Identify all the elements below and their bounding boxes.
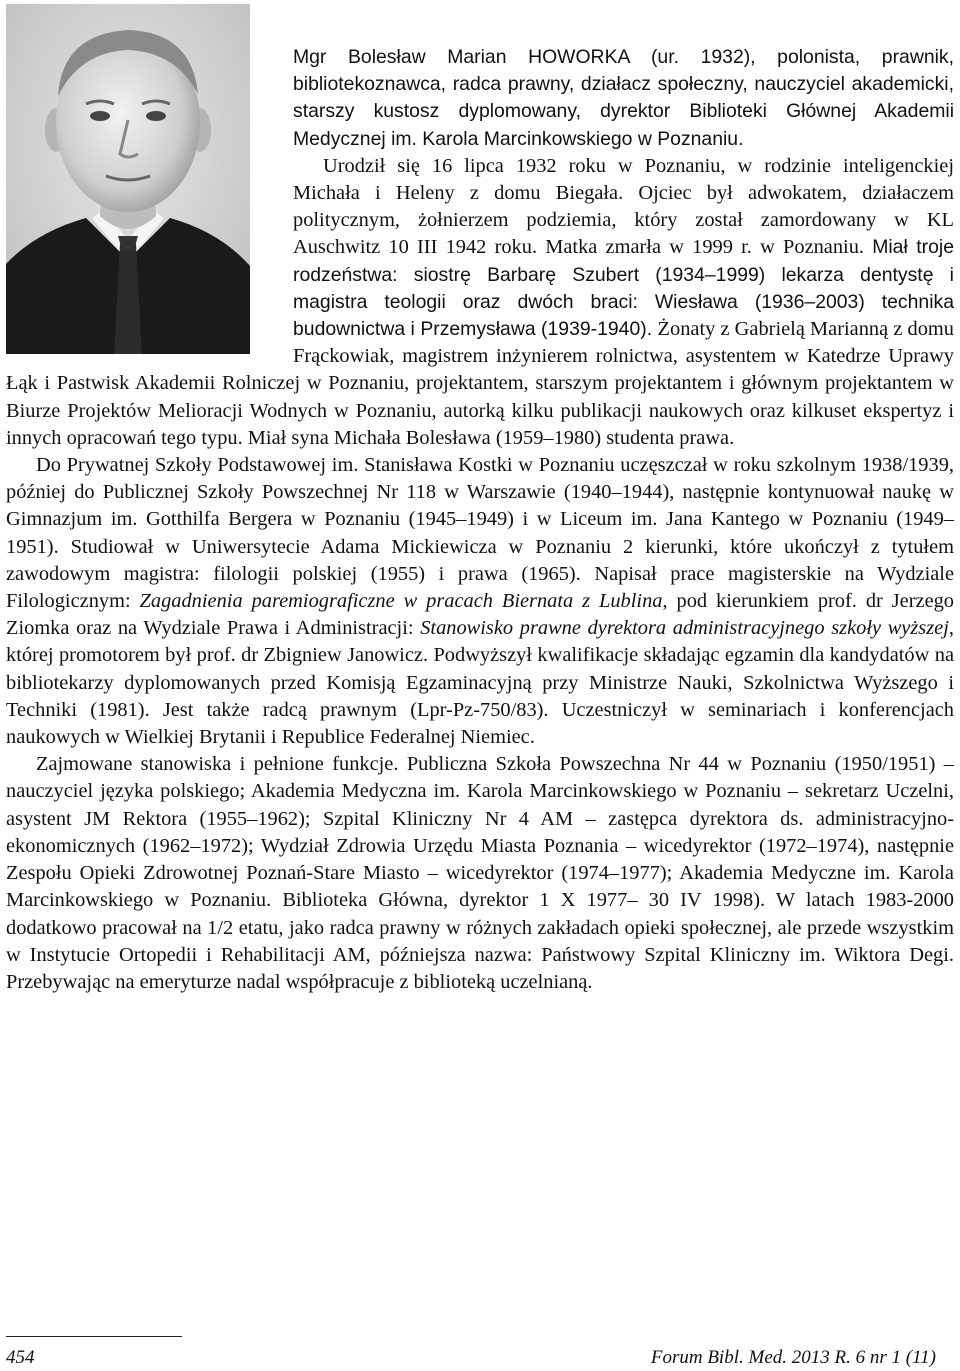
thesis-title-law: Stanowisko prawne dyrektora administracyjnego szkoły wyższej	[420, 617, 949, 640]
footer-rule	[6, 1336, 182, 1337]
father-text: Ojciec był adwokatem, działaczem politycznym, żołnierzem podziemia, który został zamordowany w KL Auschwitz 10 III 1942 roku. Matka zmarła w 1999 r. w Poznaniu.	[293, 182, 954, 259]
page-number: 454	[6, 1347, 35, 1368]
thesis-title-philology: Zagadnienia paremiograficzne w pracach Biernata z Lublina	[139, 590, 663, 613]
journal-citation: Forum Bibl. Med. 2013 R. 6 nr 1 (11)	[650, 1347, 936, 1368]
paragraph-positions	[6, 751, 954, 996]
intro-text: Mgr Bolesław Marian HOWORKA (ur. 1932), polonista, prawnik, bibliotekoznawca, radca prawny, działacz społeczny, nauczyciel akademicki, starszy kustosz dyplomowany, dyrektor Biblioteki Głównej Akademii Medycznej im. Karola Marcinkowskiego w Poznaniu.	[293, 46, 954, 150]
spouse-text: Żonaty z Gabrielą Marianną z domu Frąckowiak, magistrem inżynierem rolnictwa, asystentem w Katedrze Uprawy Łąk i Pastwisk Akademii Rolniczej w Poznaniu, projektantem, starszym projektantem i głównym projektantem w Biurze Projektów Melioracji Wodnych w Poznaniu, autorką kilku publikacji naukowych oraz kilkuset ekspertyz i innych opracowań tego typu. Miał syna Michała Bolesława (1959–1980) studenta prawa.	[6, 318, 954, 449]
photo-spacer	[6, 44, 293, 360]
education-text-c: , której promotorem był prof. dr Zbigniew Janowicz. Podwyższył kwalifikacje składając egzamin dla kandydatów na bibliotekarzy dyplomowanych przed Komisją Egzaminacyjną przy Ministrze Nauki, Szkolnictwa Wyższego i Techniki (1981). Jest także radcą prawnym (Lpr-Pz-750/83). Uczestniczył w seminariach i konferencjach naukowych w Wielkiej Brytanii i Republice Federalnej Niemiec.	[6, 617, 954, 749]
positions-text: Zajmowane stanowiska i pełnione funkcje. Publiczna Szkoła Powszechna Nr 44 w Poznaniu (1950/1951) – nauczyciel języka polskiego; Akademia Medyczna im. Karola Marcinkowskiego w Poznaniu – sekretarz Uczelni, asystent JM Rektora (1955–1962); Szpital Kliniczny Nr 4 AM – zastępca dyrektora ds. administracyjno-ekonomicznych (1962–1972); Wydział Zdrowia Urzędu Miasta Poznania – wicedyrektor (1972–1974), następnie Zespołu Opieki Zdrowotnej Poznań-Stare Miasto – wicedyrektor (1974–1977); Akademia Medyczne im. Karola Marcinkowskiego w Poznaniu. Biblioteka Główna, dyrektor 1 X 1977– 30 IV 1998). W latach 1983-2000 dodatkowo pracował na 1/2 etatu, jako radca prawny w różnych zakładach opieki społecznej, ale przede wszystkim w Instytucie Ortopedii i Rehabilitacji AM, późniejsza nazwa: Państwowy Szpital Kliniczny im. Wiktora Degi. Przebywając na emeryturze nadal współpracuje z biblioteką uczelnianą.	[6, 753, 954, 993]
education-text-a: Do Prywatnej Szkoły Podstawowej im. Stanisława Kostki w Poznaniu uczęszczał w roku szkolnym 1938/1939, później do Publicznej Szkoły Powszechnej Nr 118 w Warszawie (1940–1944), następnie kontynuował naukę w Gimnazjum im. Gotthilfa Bergera w Poznaniu (1945–1949) i w Liceum im. Jana Kantego w Poznaniu (1949–1951). Studiował w Uniwersytecie Adama Mickiewicza w Poznaniu 2 kierunki, które ukończył z tytułem zawodowym magistra: filologii polskiej (1955) i prawa (1965). Napisał prace magisterskie na Wydziale Filologicznym:	[6, 454, 954, 613]
birth-text: Urodził się 16 lipca 1932 roku w Poznaniu, w rodzinie inteligenckiej Michała i Heleny z domu Biegała.	[293, 154, 954, 205]
article-body	[6, 44, 954, 996]
education-text-b: , pod kierunkiem prof. dr Jerzego Ziomka oraz na Wydziale Prawa i Administracji:	[6, 590, 955, 640]
siblings-text: Miał troje rodzeństwa: siostrę Barbarę Szubert (1934–1999) lekarza dentystę i magistra teologii oraz dwóch braci: Wiesława (1936–2003) technika budownictwa i Przemysława (1939-1940).	[293, 236, 954, 341]
paragraph-education	[6, 452, 954, 751]
